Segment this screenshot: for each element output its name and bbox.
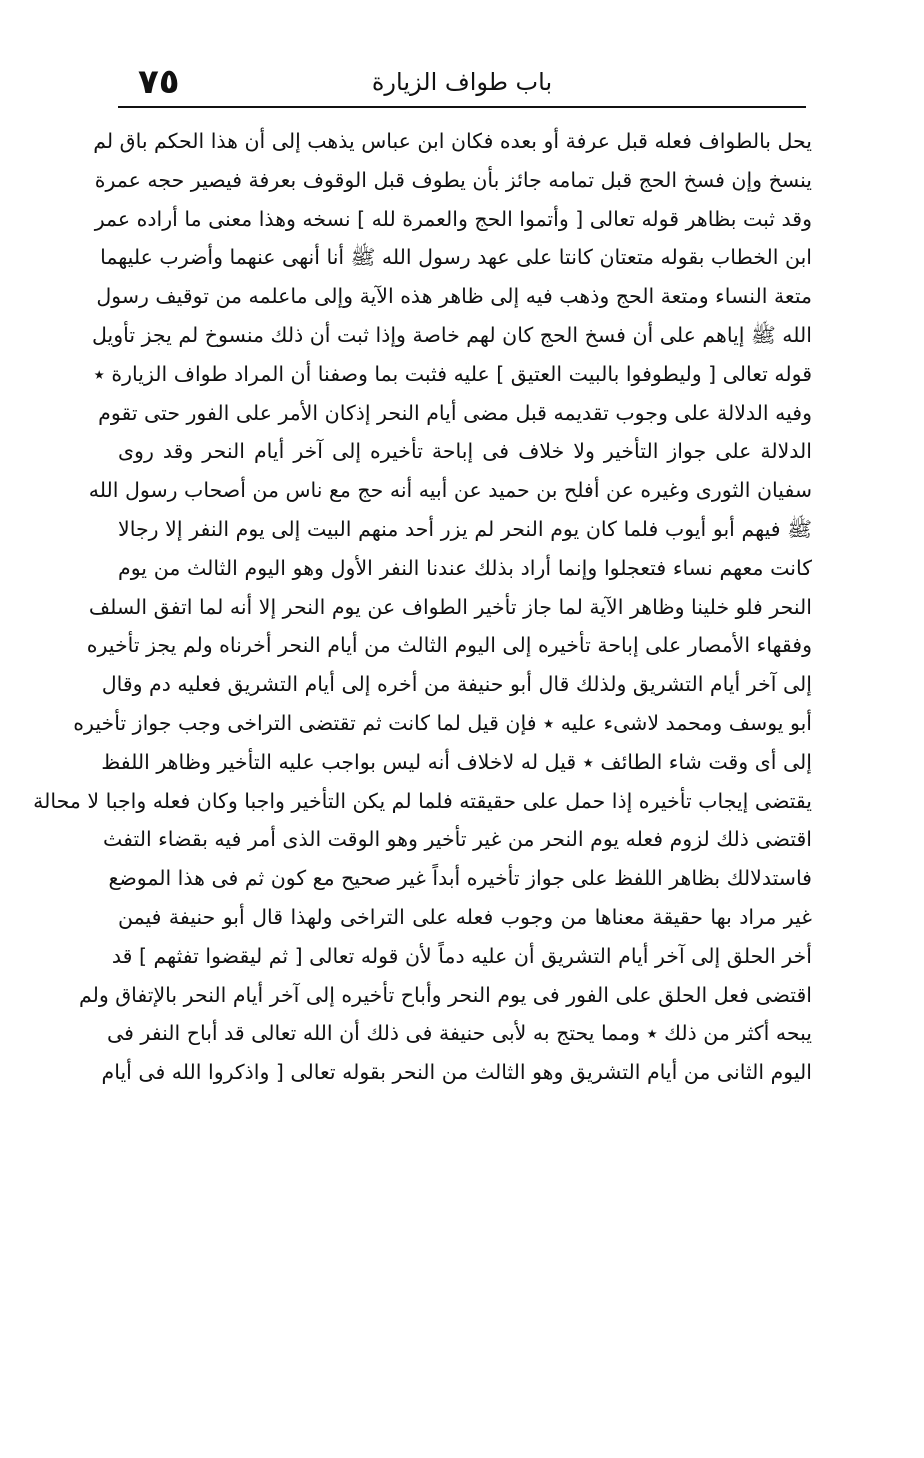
text-line: اليوم الثانى من أيام التشريق وهو الثالث من النحر بقوله تعالى [ واذكروا الله فى أيام bbox=[101, 1060, 812, 1085]
text-line: وفقهاء الأمصار على إباحة تأخيره إلى اليوم الثالث من أيام النحر أخرناه ولم يجز تأخيره bbox=[86, 633, 812, 658]
text-line: فاستدلالك بظاهر اللفظ على جواز تأخيره أبداً غير صحيح مع كون ثم فى هذا الموضع bbox=[108, 866, 812, 891]
text-line: اقتضى ذلك لزوم فعله يوم النحر من غير تأخير وهو الوقت الذى أمر فيه بقضاء التفث bbox=[103, 827, 812, 852]
text-line: ابن الخطاب بقوله متعتان كانتا على عهد رسول الله ﷺ أنا أنهى عنهما وأضرب عليهما bbox=[100, 245, 812, 270]
header-divider bbox=[118, 106, 806, 108]
text-line: النحر فلو خلينا وظاهر الآية لما جاز تأخير الطواف عن يوم النحر إلا أنه لما اتفق السلف bbox=[88, 594, 812, 619]
text-line: إلى أى وقت شاء الطائف ٭ قيل له لاخلاف أنه ليس بواجب عليه التأخير وظاهر اللفظ bbox=[101, 749, 812, 774]
text-line: ينسخ وإن فسخ الحج قبل تمامه جائز بأن يطوف قبل الوقوف بعرفة فيصير حجه عمرة bbox=[94, 167, 812, 192]
text-line: ﷺ فيهم أبو أيوب فلما كان يوم النحر لم يزر أحد منهم البيت إلى يوم النفر إلا رجالا bbox=[118, 516, 812, 541]
text-line: الدلالة على جواز التأخير ولا خلاف فى إباحة تأخيره إلى آخر أيام النحر وقد روى bbox=[118, 439, 812, 464]
text-line: قوله تعالى [ وليطوفوا بالبيت العتيق ] عليه فثبت بما وصفنا أن المراد طواف الزيارة ٭ bbox=[93, 361, 812, 386]
text-line: يحل بالطواف فعله قبل عرفة أو بعده فكان ابن عباس يذهب إلى أن هذا الحكم باق لم bbox=[93, 129, 812, 153]
chapter-title: باب طواف الزيارة bbox=[371, 68, 553, 96]
text-line: الله ﷺ إياهم على أن فسخ الحج كان لهم خاصة وإذا ثبت أن ذلك منسوخ لم يجز تأويل bbox=[91, 322, 812, 347]
text-line: متعة النساء ومتعة الحج وذهب فيه إلى ظاهر هذه الآية وإلى ماعلمه من توقيف رسول bbox=[96, 284, 812, 309]
page-number: ٧٥ bbox=[138, 62, 180, 102]
text-line: يبحه أكثر من ذلك ٭ ومما يحتج به لأبى حنيفة فى ذلك أن الله تعالى قد أباح النفر فى bbox=[106, 1021, 812, 1046]
text-line: أخر الحلق إلى آخر أيام التشريق أن عليه دماً لأن قوله تعالى [ ثم ليقضوا تفثهم ] قد bbox=[111, 943, 812, 968]
page-header bbox=[118, 60, 806, 104]
text-line: كانت معهم نساء فتعجلوا وإنما أراد بذلك عندنا النفر الأول وهو اليوم الثالث من يوم bbox=[118, 555, 812, 580]
text-line: غير مراد بها حقيقة معناها من وجوب فعله على التراخى ولهذا قال أبو حنيفة فيمن bbox=[118, 904, 812, 929]
text-line: وقد ثبت بظاهر قوله تعالى [ وأتموا الحج والعمرة لله ] نسخه وهذا معنى ما أراده عمر bbox=[94, 206, 812, 231]
text-line: إلى آخر أيام التشريق ولذلك قال أبو حنيفة من أخره إلى أيام التشريق فعليه دم وقال bbox=[101, 672, 812, 697]
text-line: وفيه الدلالة على وجوب تقديمه قبل مضى أيام النحر إذكان الأمر على الفور حتى تقوم bbox=[98, 400, 812, 425]
text-line: أبو يوسف ومحمد لاشىء عليه ٭ فإن قيل لما كانت ثم تقتضى التراخى وجب جواز تأخيره bbox=[73, 710, 812, 735]
body-text bbox=[33, 122, 812, 1092]
text-line: سفيان الثورى وغيره عن أفلح بن حميد عن أبيه أنه حج مع ناس من أصحاب رسول الله bbox=[88, 478, 812, 503]
text-line: اقتضى فعل الحلق على الفور فى يوم النحر وأباح تأخيره إلى آخر أيام النحر بالإتفاق ولم bbox=[78, 982, 812, 1007]
text-line: يقتضى إيجاب تأخيره إذا حمل على حقيقته فلما لم يكن التأخير واجبا وكان فعله واجبا لا محالة bbox=[33, 788, 812, 813]
